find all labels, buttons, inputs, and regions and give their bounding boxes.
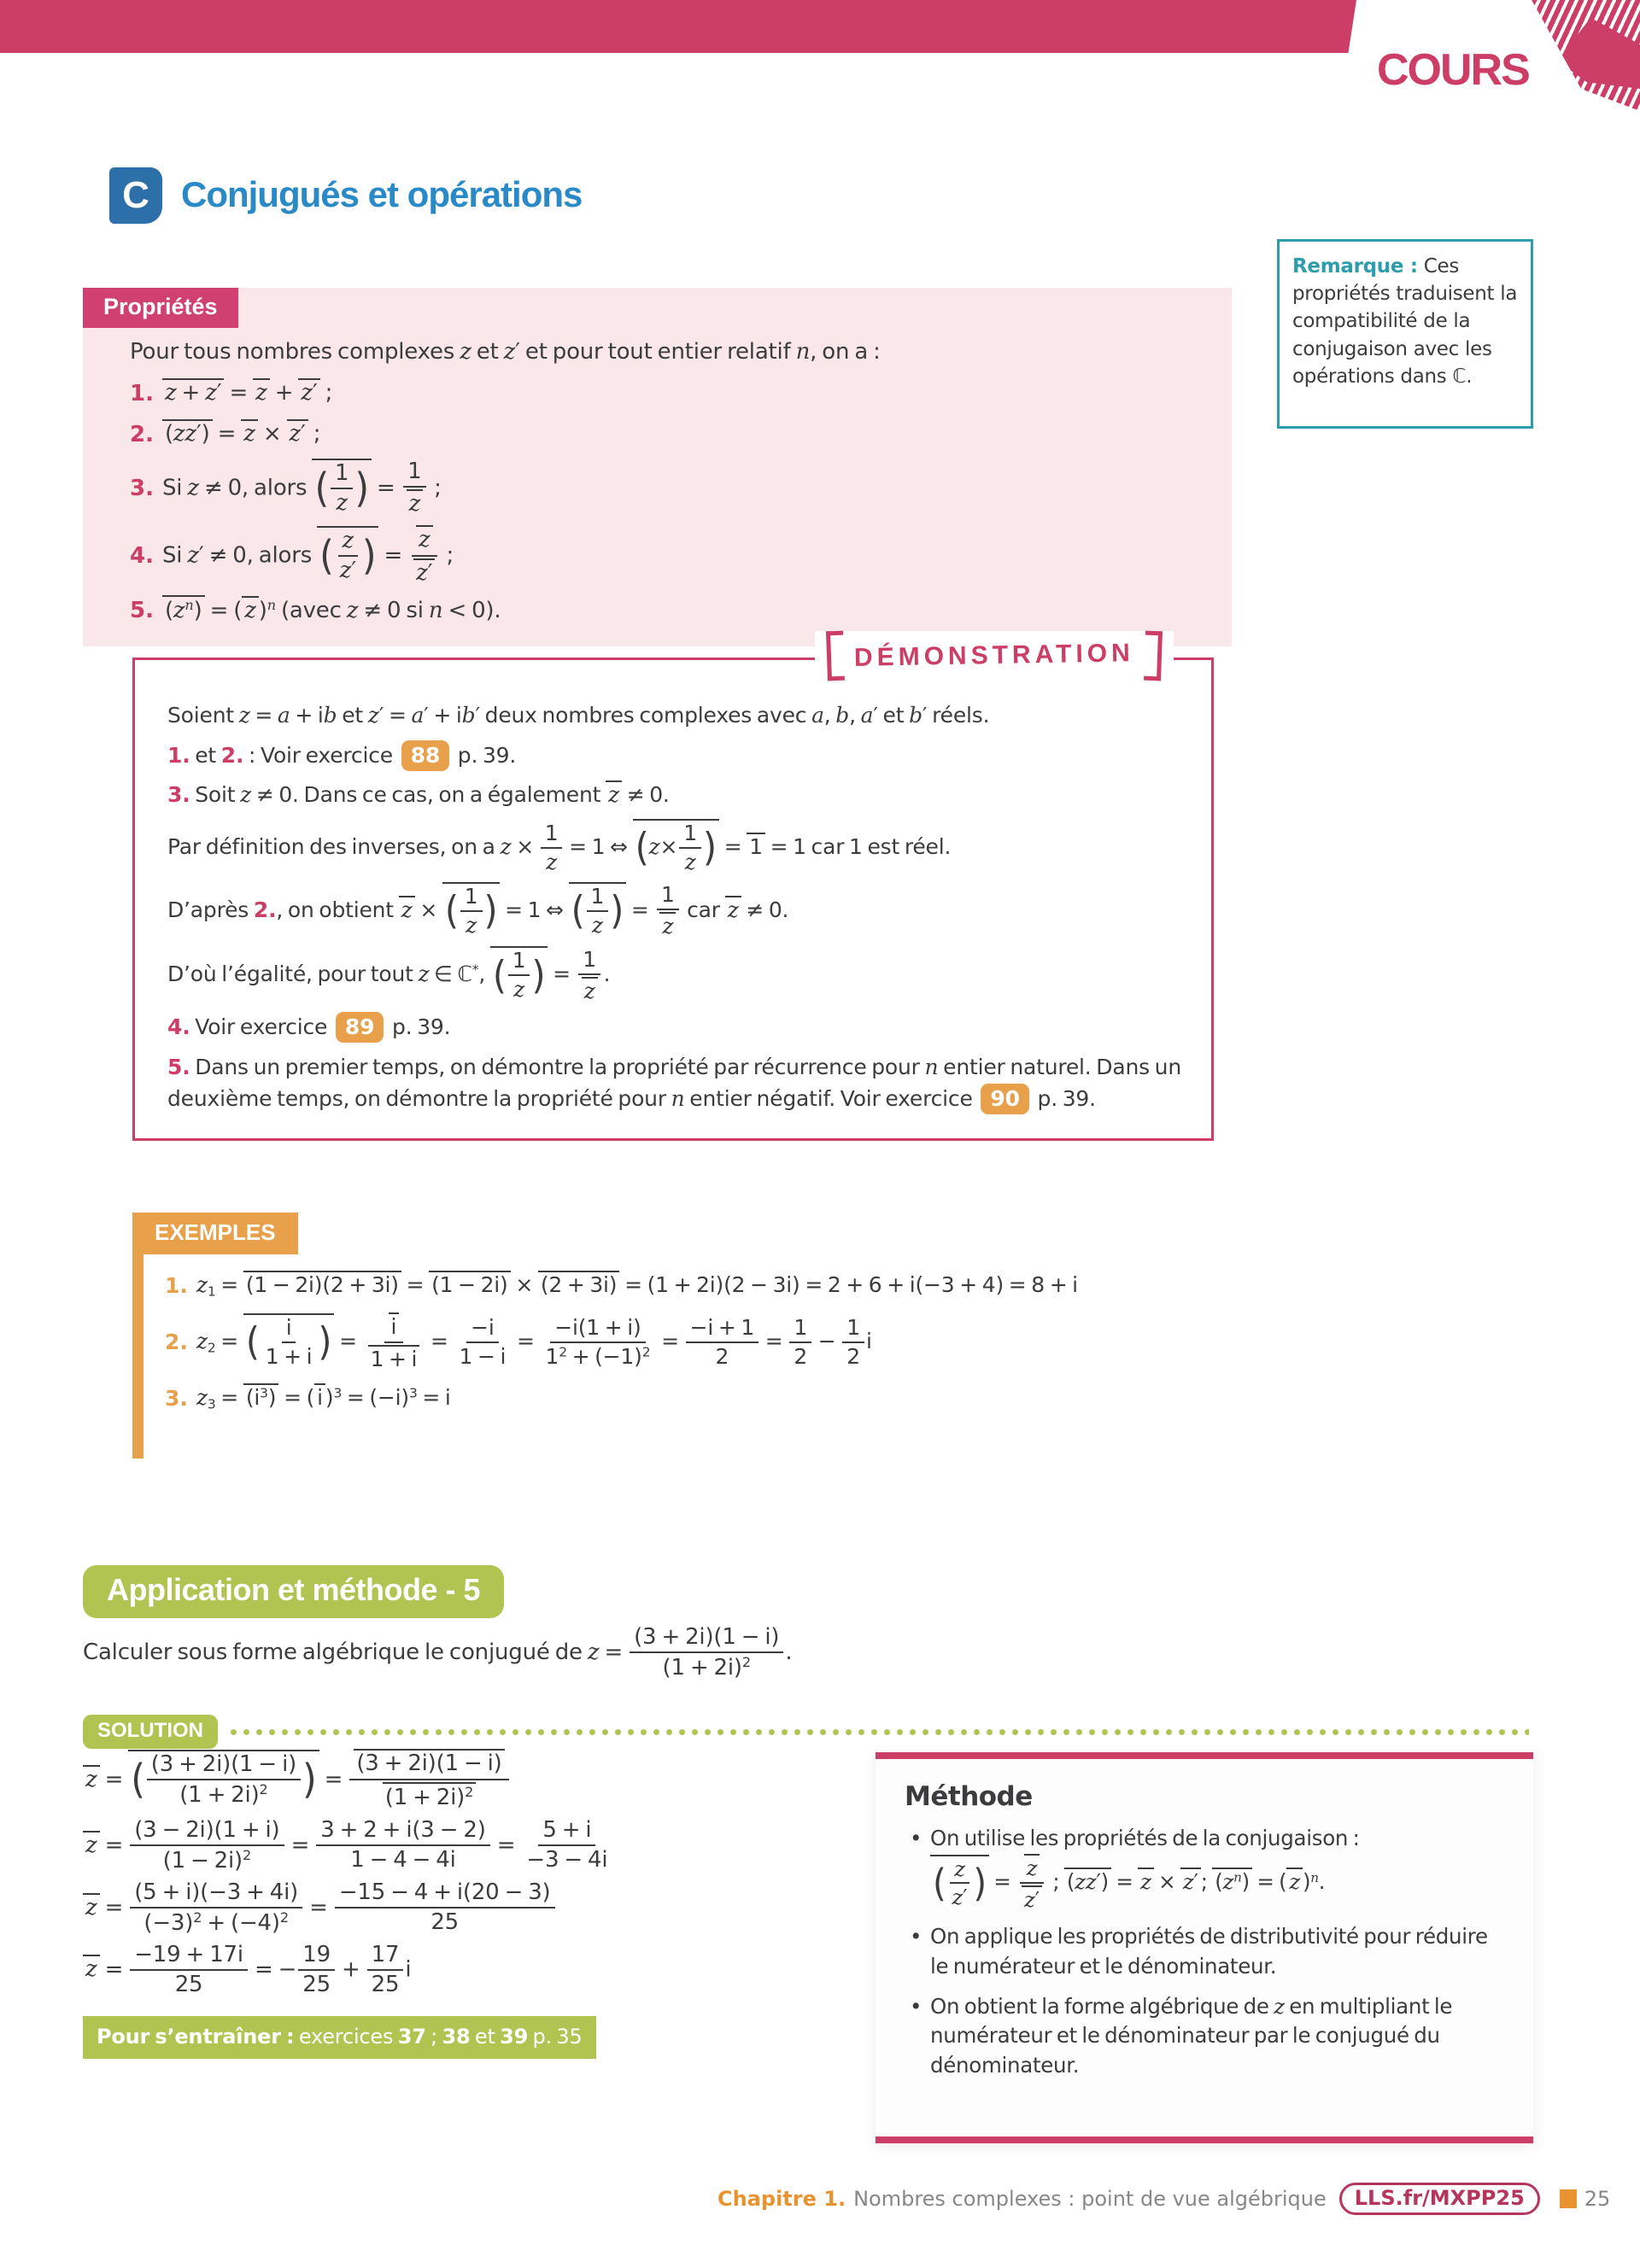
example-number: 3. xyxy=(165,1386,188,1412)
solution-column xyxy=(83,1749,664,2059)
solution-line: z = ( $\frac{(3 + 2i)(1 - i)}{(1 + 2i)^2}$ ) = $\frac{(3 + 2i)(1 - i)}{(1 + 2i)^2}$ xyxy=(83,1749,664,1811)
example-number: 1. xyxy=(165,1272,188,1298)
footer-page-number: 25 xyxy=(1584,2187,1611,2211)
property-number: 5. xyxy=(130,598,154,624)
examples-label: EXEMPLES xyxy=(132,1213,298,1254)
example-math: z1 = (1 − 2i)(2 + 3i) = (1 − 2i) × (2 + 3i) = (1 + 2i)(2 − 3i) = 2 + 6 + i(−3 + 4) = 8 + i xyxy=(196,1272,1078,1300)
properties-intro: Pour tous nombres complexes z et z′ et pour tout entier relatif n, on a : xyxy=(130,339,881,365)
examples-left-bar xyxy=(132,1243,144,1458)
demonstration-line: 3. Soit z ≠ 0. Dans ce cas, on a également z ≠ 0. xyxy=(167,782,670,807)
method-box xyxy=(876,1752,1533,2143)
property-item-2 xyxy=(130,418,1206,451)
solution-line: z = $\frac{-19 + 17i}{25}$ = − $\frac{19}{25}$ + $\frac{17}{25}$ i xyxy=(83,1943,664,1997)
example-math: $z3 = (i^3)$ = ( i )$^3 = (-i)^3 = i$ xyxy=(196,1385,451,1413)
method-bullet: • On obtient la forme algébrique de z en multipliant le numérateur et le dénominateur par le conjugué du dénominateur. xyxy=(905,1992,1506,2081)
demonstration-title: DÉMONSTRATION xyxy=(853,639,1135,672)
property-math: Si z′ ≠ 0, alors ( $\frac{z}{z'}$ ) = $\frac{z}{z'}$ ; xyxy=(161,527,454,586)
page-marker-icon xyxy=(1560,2189,1577,2208)
demonstration-line: Soient z = a + ib et z′ = a′ + ib′ deux nombres complexes avec a, b, a′ et b′ réels. xyxy=(167,703,990,728)
exercise-badge: 89 xyxy=(336,1012,384,1043)
remark-label: Remarque : xyxy=(1292,255,1418,278)
exercise-badge: 88 xyxy=(401,740,449,771)
footer-chapter: Chapitre 1. xyxy=(718,2187,846,2211)
solution-line: z = $\frac{(5 + i)(-3 + 4i)}{(-3)^2 + (-4)^2}$ = $\frac{-15 - 4 + i(20 - 3)}{25}$ xyxy=(83,1880,664,1936)
property-item-3 xyxy=(130,459,1206,517)
property-item-1 xyxy=(130,377,1206,410)
demonstration-line: 4. Voir exercice 89 p. 39. xyxy=(167,1011,1182,1043)
exercise-badge: 90 xyxy=(981,1084,1028,1114)
footer-code-badge: LLS.fr/MXPP25 xyxy=(1339,2183,1540,2215)
method-bullet: • On utilise les propriétés de la conjugaison : ( $\frac{z}{z'}$ ) = $\frac{z}{z'}$ ; (zz′) = z × z′ ; $(z^n)$ = ( z )$^n$. xyxy=(905,1824,1506,1912)
property-number: 2. xyxy=(130,421,154,447)
property-item-5 xyxy=(130,594,1206,628)
properties-label: Propriétés xyxy=(83,288,238,328)
solution-label: SOLUTION xyxy=(83,1715,218,1749)
method-title: Méthode xyxy=(905,1781,1033,1812)
demonstration-line: 1. et 2. : Voir exercice 88 p. 39. xyxy=(167,739,1182,772)
remark-box xyxy=(1277,239,1533,429)
section-title: Conjugués et opérations xyxy=(181,174,583,214)
method-bullet: • On applique les propriétés de distributivité pour réduire le numérateur et le dénominateur. xyxy=(905,1922,1506,1982)
property-number: 1. xyxy=(130,380,154,406)
property-math: $(z^n)$ = ( z )$^n$ (avec z ≠ 0 si n < 0). xyxy=(162,594,501,628)
footer-chapter-title: Nombres complexes : point de vue algébrique xyxy=(853,2187,1327,2211)
property-number: 4. xyxy=(130,543,154,569)
example-item-1 xyxy=(165,1269,1214,1302)
demonstration-line: D’où l’égalité, pour tout z ∈ ℂ*, ( $\frac{1}{z}$ ) = $\frac{1}{z}$ . xyxy=(167,946,611,1003)
properties-box xyxy=(83,288,1232,646)
section-letter-badge: C xyxy=(109,167,162,224)
application-title: Application et méthode - 5 xyxy=(83,1565,504,1618)
example-number: 2. xyxy=(165,1330,188,1355)
property-item-4 xyxy=(130,525,1206,587)
bracket-right-icon xyxy=(1144,631,1163,681)
example-item-2 xyxy=(165,1312,1214,1372)
application-problem: Calculer sous forme algébrique le conjugué de z = $\frac{(3 + 2i)(1 - i)}{(1 + 2i)^2}$ . xyxy=(83,1624,793,1681)
corner-decoration-icon xyxy=(1522,0,1640,111)
demonstration-line: Par définition des inverses, on a z × $\frac{1}{z}$ = 1 ⇔ ( z × $\frac{1}{z}$ ) = 1 = 1 car 1 est réel. xyxy=(167,820,952,874)
example-item-3 xyxy=(165,1382,1214,1415)
solution-line: z = $\frac{(3 - 2i)(1 + i)}{(1 - 2i)^2}$ = $\frac{3 + 2 + i(3 - 2)}{1 - 4 - 4i}$ = $\frac{5 + i}{-3 - 4i}$ xyxy=(83,1818,664,1873)
practice-bar: Pour s’entraîner : exercices 37 ; 38 et 39 p. 35 xyxy=(83,2016,596,2059)
example-math: z2 = ( $\frac{i}{1 + i}$ ) = $\frac{i}{1 + i}$ = $\frac{-i}{1 - i}$ = $\frac{-i(1 + i)}{1^2 + (-1)^2}$ = $\frac{-i + 1}{2}$ = $\frac{1}{2}$ − $\frac{1}{2}$ i xyxy=(196,1313,872,1371)
solution-row xyxy=(83,1715,1529,1749)
method-list xyxy=(905,1824,1506,2081)
demonstration-box xyxy=(132,639,1214,1141)
property-number: 3. xyxy=(130,475,154,501)
property-math: z + z′ = z + z′ ; xyxy=(162,377,332,410)
bracket-left-icon xyxy=(826,631,845,681)
property-math: Si z ≠ 0, alors ( $\frac{1}{z}$ ) = $\frac{1}{z}$ ; xyxy=(161,459,442,517)
header-bar xyxy=(0,0,1356,53)
property-math: (zz′) = z × z′ ; xyxy=(162,418,320,451)
demonstration-header xyxy=(815,631,1174,681)
cours-page-type-label: COURS xyxy=(1377,45,1529,95)
examples-box xyxy=(132,1213,1214,1425)
solution-dotted-line xyxy=(230,1728,1529,1736)
demonstration-line: 5. Dans un premier temps, on démontre la propriété par récurrence pour n entier naturel. Dans un deuxième temps, on démontre la propriété pour n entier négatif. Voir exercice 90 p. 39. xyxy=(167,1051,1182,1115)
demonstration-line: D’après 2., on obtient z × ( $\frac{1}{z}$ ) = 1 ⇔ ( $\frac{1}{z}$ ) = $\frac{1}{z}$ car z ≠ 0. xyxy=(167,881,789,938)
footer xyxy=(718,2183,1610,2215)
remark-text: Ces propriétés traduisent la compatibilité de la conjugaison avec les opérations dans ℂ. xyxy=(1292,255,1518,388)
